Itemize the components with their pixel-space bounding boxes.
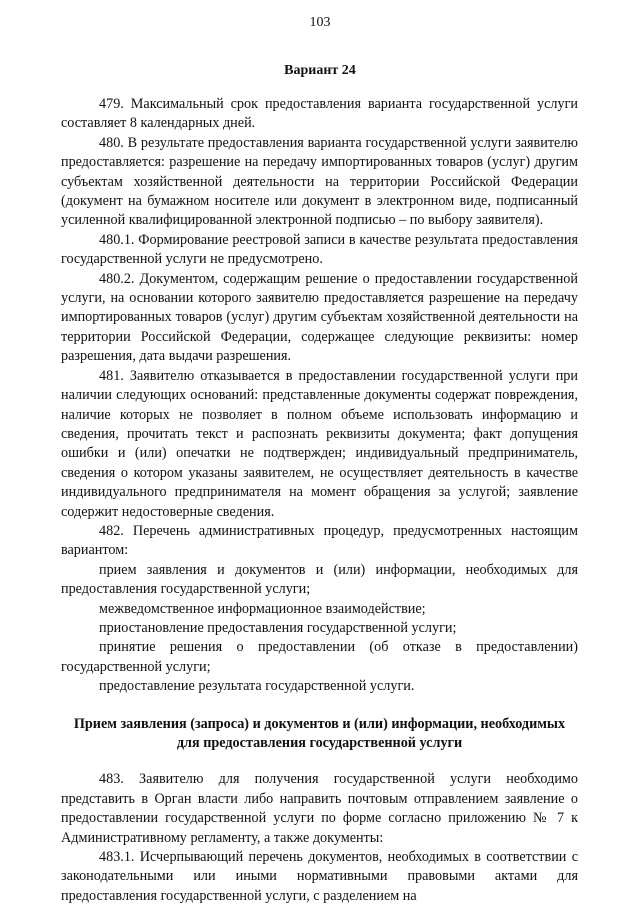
- paragraph-483: 483. Заявителю для получения государственной услуги необходимо представить в Орган власти либо направить почтовым отправлением заявление о предоставлении государственной услуги по форме согласно приложению № 7 к Административному регламенту, а также документы:: [61, 771, 578, 846]
- procedure-item: предоставление результата государственной услуги.: [99, 678, 415, 695]
- document-body: [61, 95, 578, 906]
- procedure-item: прием заявления и документов и (или) информации, необходимых для предоставления государственной услуги;: [61, 561, 578, 598]
- page-number: 103: [309, 15, 331, 30]
- paragraph-480: 480. В результате предоставления варианта государственной услуги заявителю предоставляется: разрешение на передачу импортированных товаров (услуг) другим субъектам хозяйственной деятельности на территории Российской Федерации (документ на бумажном носителе или документ в электронном виде, подписанный усиленной квалифицированной электронной подписью – по выбору заявителя).: [61, 134, 578, 229]
- procedure-item: межведомственное информационное взаимодействие;: [99, 600, 426, 617]
- paragraph-480-2: 480.2. Документом, содержащим решение о предоставлении государственной услуги, на основании которого заявителю предоставляется разрешение на передачу импортированных товаров (услуг) другим субъектам хозяйственной деятельности на территории Российской Федерации, содержащее следующие реквизиты: номер разрешения, дата выдачи разрешения.: [61, 270, 578, 365]
- paragraph-483-1: 483.1. Исчерпывающий перечень документов, необходимых в соответствии с законодательными или иными нормативными правовыми актами для предоставления государственной услуги, с разделением на: [61, 849, 578, 904]
- procedure-item: приостановление предоставления государственной услуги;: [99, 619, 457, 636]
- paragraph-480-1: 480.1. Формирование реестровой записи в качестве результата предоставления государственной услуги не предусмотрено.: [61, 231, 578, 268]
- paragraph-481: 481. Заявителю отказывается в предоставлении государственной услуги при наличии следующих оснований: представленные документы содержат повреждения, наличие которых не позволяет в полном объеме использовать информацию и сведения, прочитать текст и распознать реквизиты документа; факт допущения ошибки и (или) опечатки не подтвержден; индивидуальный предприниматель, сведения о котором указаны заявителем, не осуществляет деятельность в качестве индивидуального предпринимателя на момент обращения за услугой; заявление содержит недостоверные сведения.: [61, 367, 578, 520]
- paragraph-479: 479. Максимальный срок предоставления варианта государственной услуги составляет 8 календарных дней.: [61, 96, 578, 132]
- paragraph-482: 482. Перечень административных процедур, предусмотренных настоящим вариантом:: [61, 522, 578, 559]
- section-heading: Прием заявления (запроса) и документов и (или) информации, необходимых для предоставления государственной услуги: [73, 715, 566, 751]
- procedure-item: принятие решения о предоставлении (об отказе в предоставлении) государственной услуги;: [61, 639, 578, 675]
- variant-heading: Вариант 24: [284, 63, 356, 78]
